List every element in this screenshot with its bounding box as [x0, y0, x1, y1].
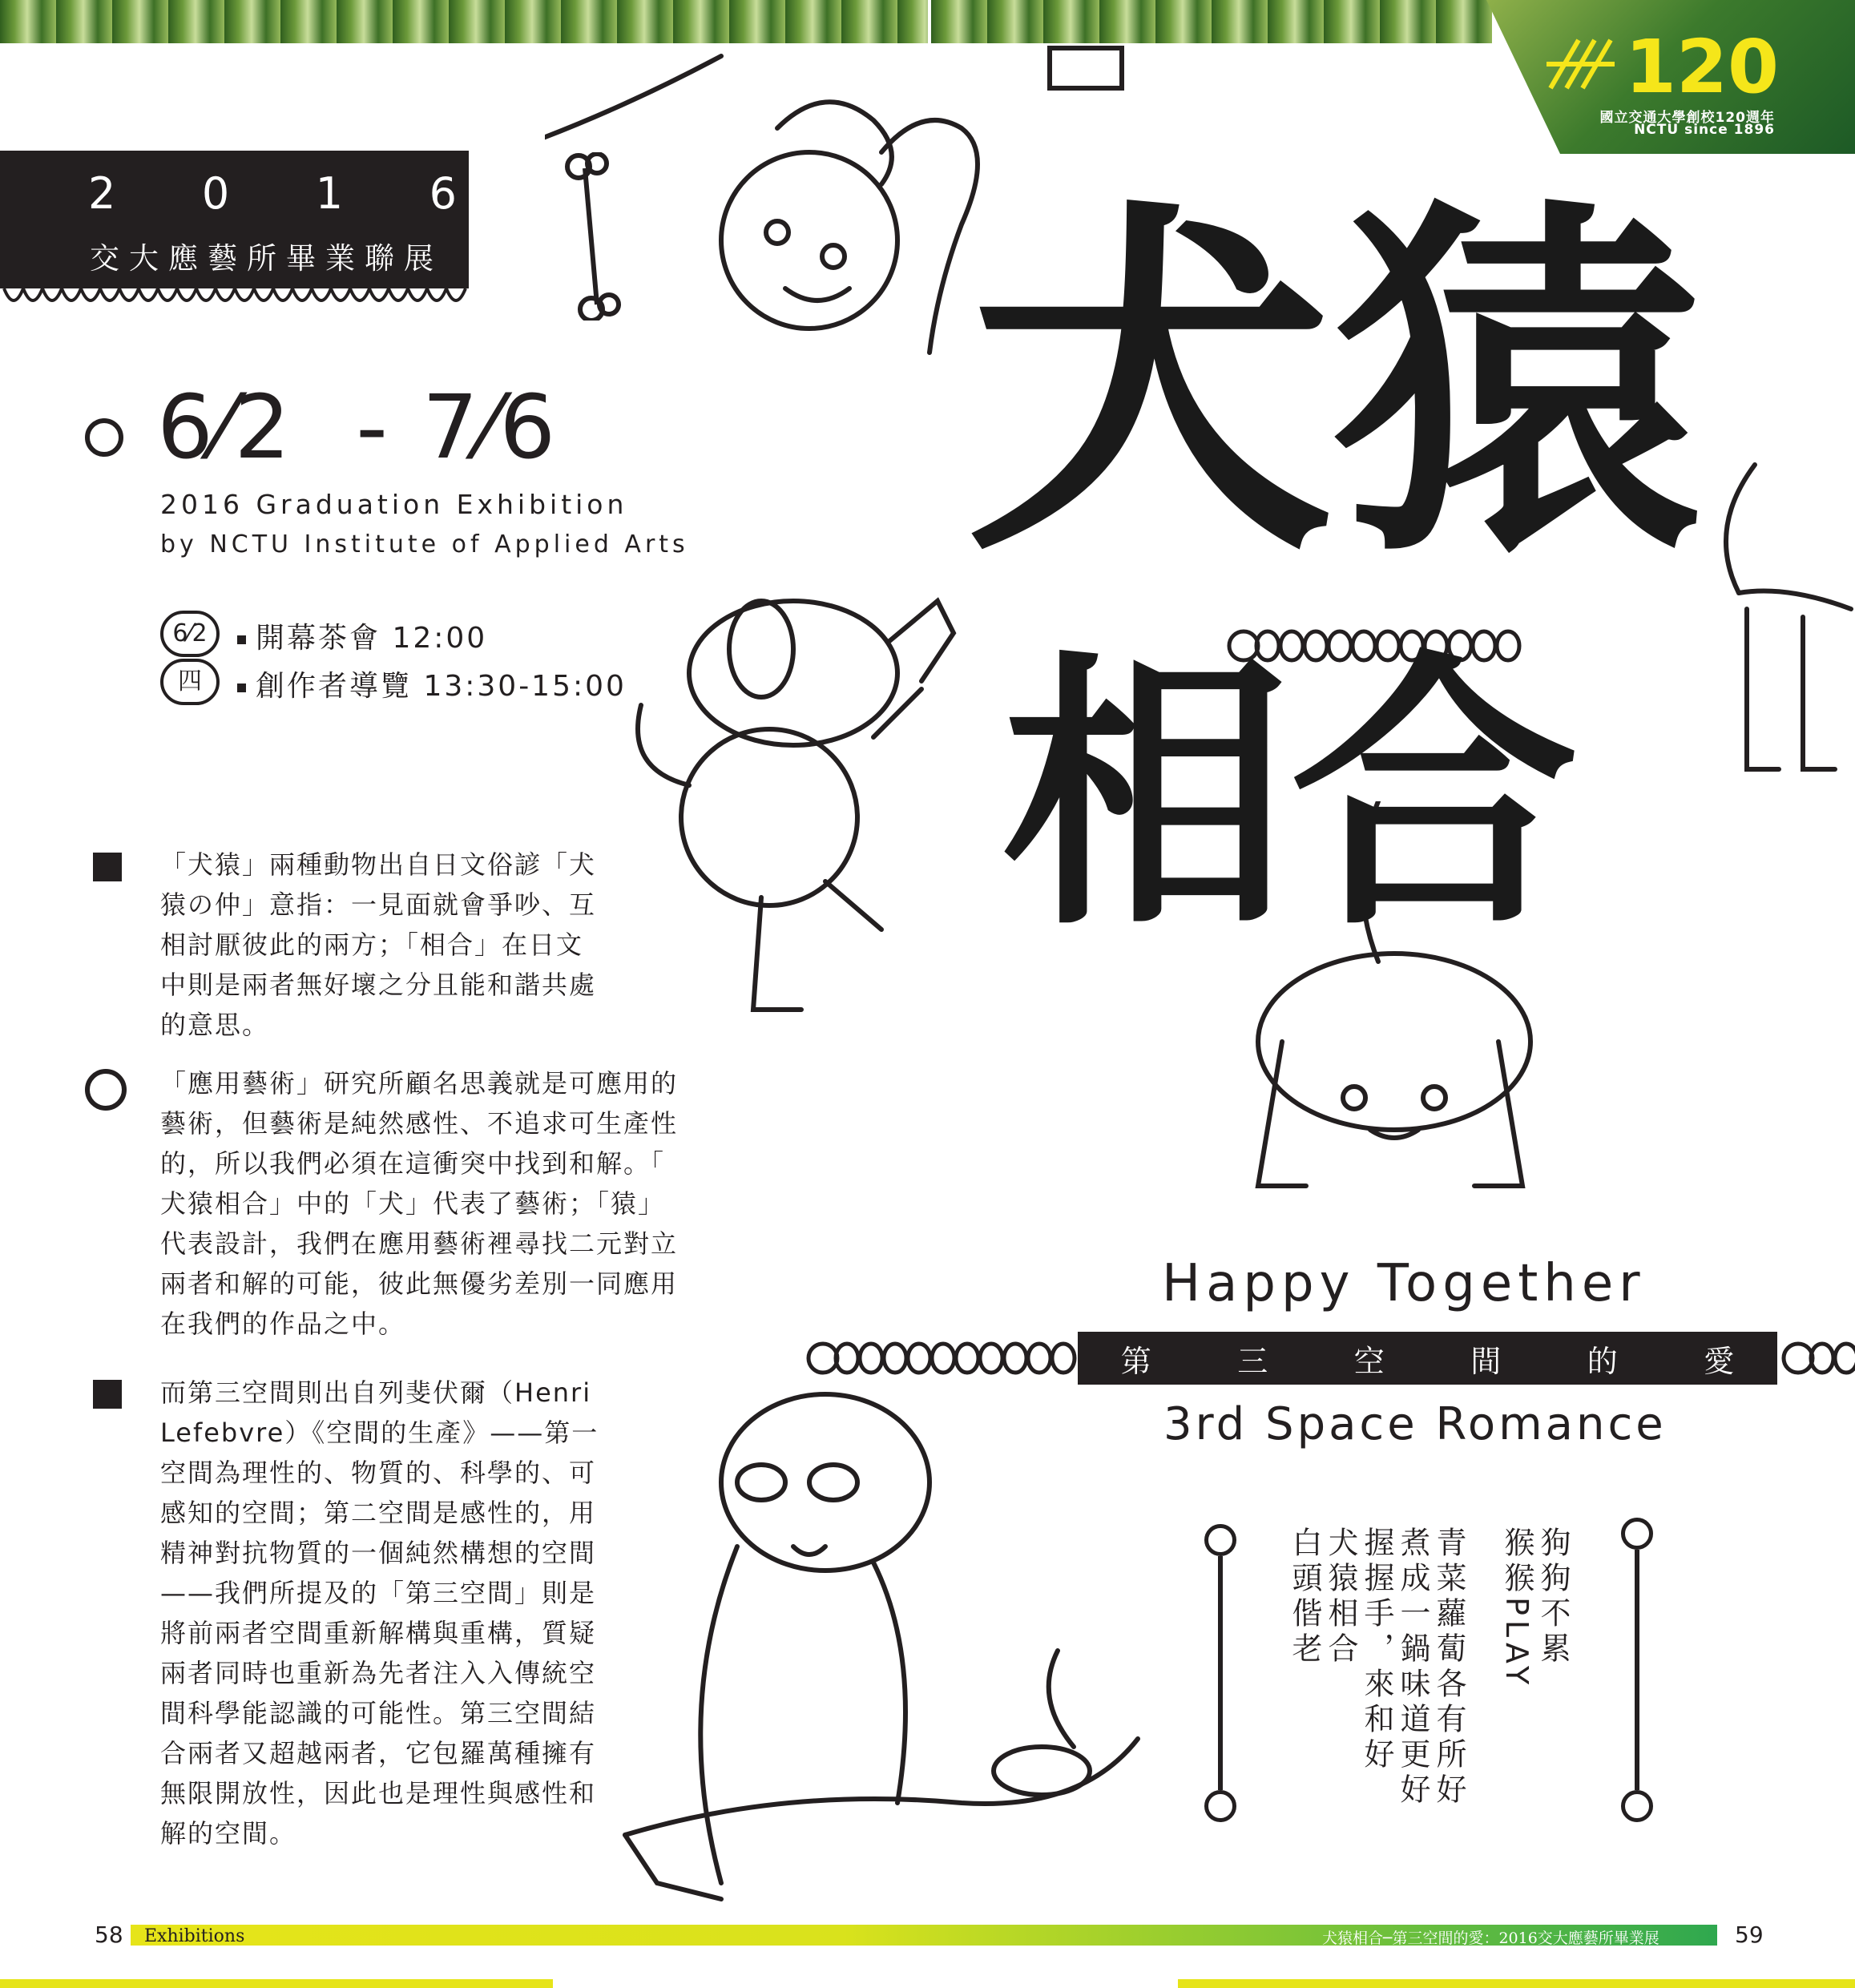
paragraph-line: 間科學能認識的可能性。第三空間結	[160, 1698, 597, 1728]
paragraph-line: 藝術，但藝術是純然感性、不追求可生產性	[160, 1108, 679, 1139]
poem-column: 青菜蘿蔔各有所好	[1431, 1526, 1466, 1809]
band-char: 間	[1470, 1343, 1502, 1379]
pin-bottom-left-icon	[1204, 1790, 1236, 1822]
paragraph-line: 解的空間。	[160, 1818, 297, 1849]
schedule-item-text: 創作者導覽 13:30-15:00	[256, 670, 627, 703]
year-digit: 1	[315, 168, 344, 219]
paragraph-line: 相討厭彼此的兩方；「相合」在日文	[160, 929, 584, 960]
circle-marker	[85, 1069, 127, 1111]
year-digit: 6	[429, 168, 457, 219]
paragraph-line: 「應用藝術」研究所顧名思義就是可應用的	[160, 1068, 679, 1099]
paragraph-line: 將前兩者空間重新解構與重構，質疑	[160, 1618, 597, 1648]
band-char: 的	[1587, 1343, 1618, 1379]
paragraph-3	[160, 1373, 599, 1853]
english-title-line-1: 2016 Graduation Exhibition	[160, 489, 628, 520]
pin-bottom-right-icon	[1621, 1790, 1653, 1822]
page-number-left: 58	[95, 1921, 123, 1948]
ring-chain-left	[805, 1341, 1078, 1376]
schedule-item-opening	[237, 615, 487, 656]
chinese-subtitle-band	[1078, 1332, 1777, 1385]
paragraph-1	[160, 845, 596, 1045]
schedule-date-badge: 6⁄2	[160, 611, 220, 657]
calligraphy-line-2: 相合	[1002, 625, 1579, 964]
paragraph-line: 犬猿相合」中的「犬」代表了藝術；「猿」	[160, 1188, 666, 1219]
schedule-item-tour	[237, 663, 627, 704]
square-marker	[93, 1380, 122, 1409]
paragraph-line: 猿の仲」意指：一見面就會爭吵、互	[160, 889, 597, 920]
band-char: 三	[1237, 1343, 1268, 1379]
bottom-edge-bar-left	[0, 1979, 553, 1988]
square-marker	[93, 853, 122, 881]
paragraph-line: 空間為理性的、物質的、科學的、可	[160, 1458, 597, 1488]
ring-chain-right	[1780, 1341, 1855, 1376]
english-happy-together: Happy Together	[1162, 1254, 1646, 1313]
paragraph-line: ——我們所提及的「第三空間」則是	[160, 1578, 597, 1608]
paragraph-line: 而第三空間則出自列斐伏爾（Henri	[160, 1377, 592, 1408]
schedule-item-text: 開幕茶會 12:00	[256, 622, 488, 655]
footer-running-title: 犬猿相合─第三空間的愛：2016交大應藝所畢業展	[1322, 1930, 1659, 1947]
calligraphy-line-1: 犬猿	[966, 168, 1703, 601]
title-box	[0, 151, 469, 288]
pin-rod-left	[1218, 1556, 1223, 1790]
year-digit: 0	[201, 168, 230, 219]
poem-column: 狗狗不累	[1535, 1526, 1571, 1667]
poem-column: 煮成一鍋味道更好	[1395, 1526, 1430, 1809]
paragraph-line: 中則是兩者無好壞之分且能和諧共處	[160, 970, 597, 1000]
bullet-icon	[237, 684, 246, 692]
footer-section-label: Exhibitions	[144, 1926, 245, 1946]
paragraph-line: 在我們的作品之中。	[160, 1309, 406, 1339]
english-3rd-space-romance: 3rd Space Romance	[1163, 1398, 1667, 1450]
year-digit: 2	[88, 168, 116, 219]
logo-number: 120	[1624, 24, 1779, 110]
band-char: 第	[1120, 1343, 1151, 1379]
page-number-right: 59	[1735, 1921, 1764, 1948]
band-char: 空	[1353, 1343, 1385, 1379]
paragraph-2	[160, 1063, 678, 1344]
pin-rod-right	[1635, 1550, 1639, 1790]
poem-column: 握握手，來和好	[1359, 1526, 1394, 1773]
bottom-edge-bar-right	[1178, 1979, 1855, 1988]
schedule-day-badge: 四	[160, 659, 220, 705]
poem-column: 猴猴PLAY	[1499, 1526, 1534, 1690]
paragraph-line: 「犬猿」兩種動物出自日文俗諺「犬	[160, 849, 597, 880]
title-subtitle: 交大應藝所畢業聯展	[90, 241, 443, 276]
bone-illustration	[561, 152, 633, 321]
poem-column: 白頭偕老	[1287, 1526, 1322, 1667]
paragraph-line: 感知的空間；第二空間是感性的，用	[160, 1498, 597, 1528]
pin-top-right-icon	[1621, 1518, 1653, 1550]
dog-jumping-illustration	[633, 577, 994, 1026]
band-char: 愛	[1704, 1343, 1735, 1379]
paragraph-line: 的意思。	[160, 1010, 270, 1040]
paragraph-line: 兩者同時也重新為先者注入入傳統空	[160, 1658, 597, 1688]
paragraph-line: 的，所以我們必須在這衝突中找到和解。「	[160, 1148, 666, 1179]
paragraph-line: 代表設計，我們在應用藝術裡尋找二元對立	[160, 1228, 679, 1259]
exhibition-dates: 6⁄2 - 7⁄6	[157, 376, 559, 478]
paragraph-line: 合兩者又超越兩者，它包羅萬種擁有	[160, 1738, 597, 1768]
date-marker-circle	[85, 418, 123, 457]
logo-line-1: 國立交通大學創校120週年	[1599, 110, 1775, 126]
pin-top-left-icon	[1204, 1524, 1236, 1556]
scallop-border	[0, 287, 469, 308]
english-title-line-2: by NCTU Institute of Applied Arts	[160, 530, 689, 558]
paragraph-line: 精神對抗物質的一個純然構想的空間	[160, 1538, 597, 1568]
paragraph-line: 兩者和解的可能，彼此無優劣差別一同應用	[160, 1268, 679, 1299]
logo-line-2: NCTU since 1896	[1634, 122, 1775, 138]
monkey-riding-dog-illustration	[609, 1386, 1186, 1947]
bullet-icon	[237, 635, 246, 644]
paragraph-line: Lefebvre）《空間的生產》——第一	[160, 1417, 599, 1448]
paragraph-line: 無限開放性，因此也是理性與感性和	[160, 1778, 597, 1809]
bamboo-logo-icon	[1542, 32, 1615, 96]
title-year	[88, 168, 457, 219]
dog-standing-illustration	[1707, 449, 1855, 817]
poem-column: 犬猿相合	[1323, 1526, 1358, 1667]
